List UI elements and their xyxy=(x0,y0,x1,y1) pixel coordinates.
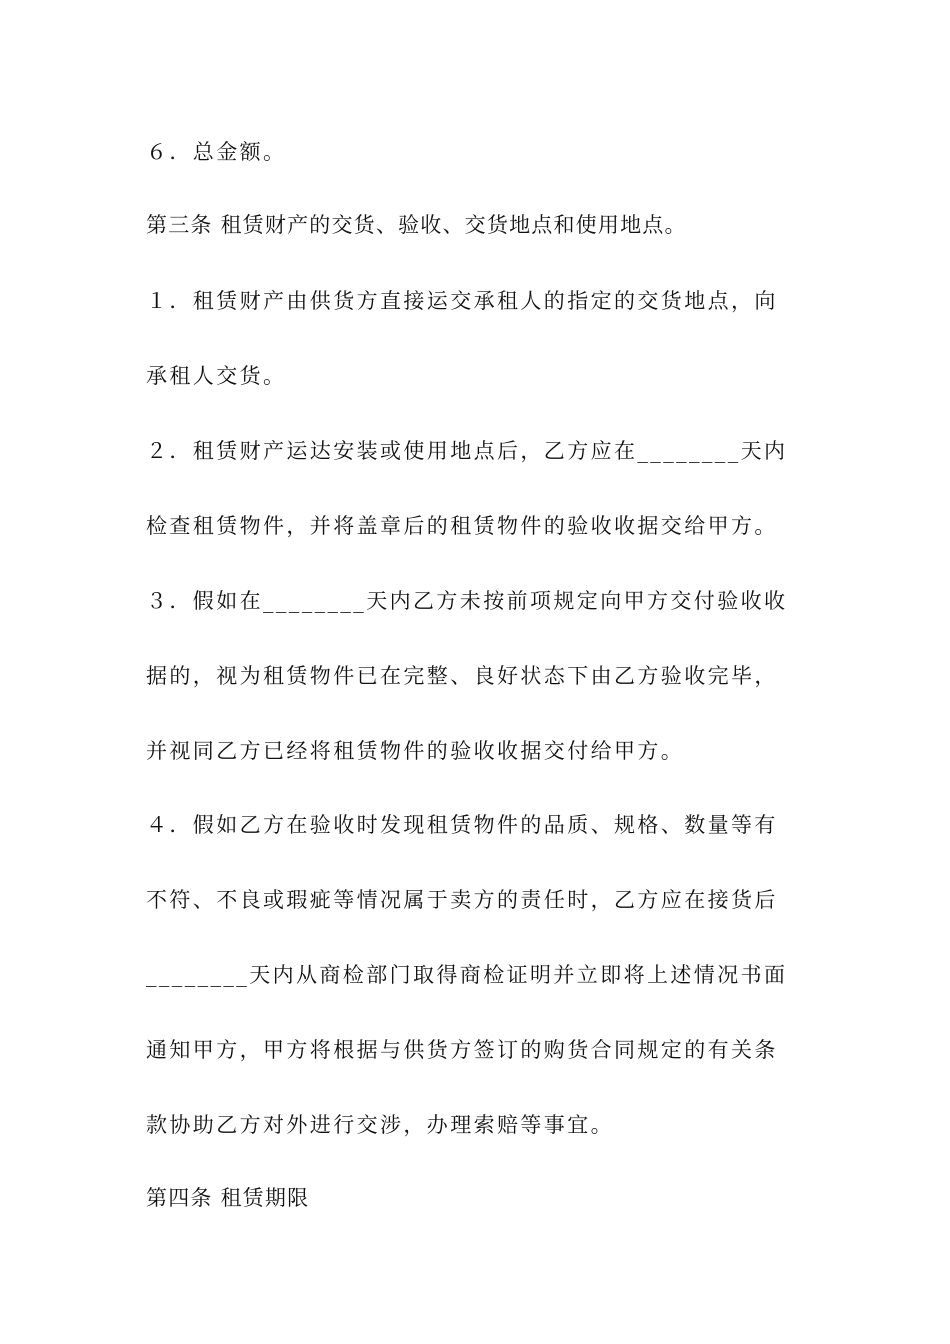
article-3-item-3-line-1: ３．假如在________天内乙方未按前项规定向甲方交付验收收 xyxy=(146,589,788,613)
article-3-item-4-line-4: 通知甲方，甲方将根据与供货方签订的购货合同规定的有关条 xyxy=(146,1038,778,1062)
article-3-item-2-line-2: 检查租赁物件，并将盖章后的租赁物件的验收收据交给甲方。 xyxy=(146,514,778,538)
article-4-heading: 第四条 租赁期限 xyxy=(146,1186,310,1210)
article-3-item-1-line-2: 承租人交货。 xyxy=(146,364,287,388)
article-3-item-4-line-3: ________天内从商检部门取得商检证明并立即将上述情况书面 xyxy=(146,963,788,987)
article-3-item-3-line-2: 据的，视为租赁物件已在完整、良好状态下由乙方验收完毕， xyxy=(146,664,778,688)
article-3-item-1-line-1: １．租赁财产由供货方直接运交承租人的指定的交货地点，向 xyxy=(146,289,778,313)
article-3-item-4-line-1: ４．假如乙方在验收时发现租赁物件的品质、规格、数量等有 xyxy=(146,813,778,837)
article-3-heading: 第三条 租赁财产的交货、验收、交货地点和使用地点。 xyxy=(146,213,687,237)
article-3-item-4-line-5: 款协助乙方对外进行交涉，办理索赔等事宜。 xyxy=(146,1113,614,1137)
article-3-item-4-line-2: 不符、不良或瑕疵等情况属于卖方的责任时，乙方应在接货后 xyxy=(146,888,778,912)
article-3-item-2-line-1: ２．租赁财产运达安装或使用地点后，乙方应在________天内 xyxy=(146,439,788,463)
item-6-total-amount: ６．总金额。 xyxy=(146,140,287,164)
article-3-item-3-line-3: 并视同乙方已经将租赁物件的验收收据交付给甲方。 xyxy=(146,739,685,763)
